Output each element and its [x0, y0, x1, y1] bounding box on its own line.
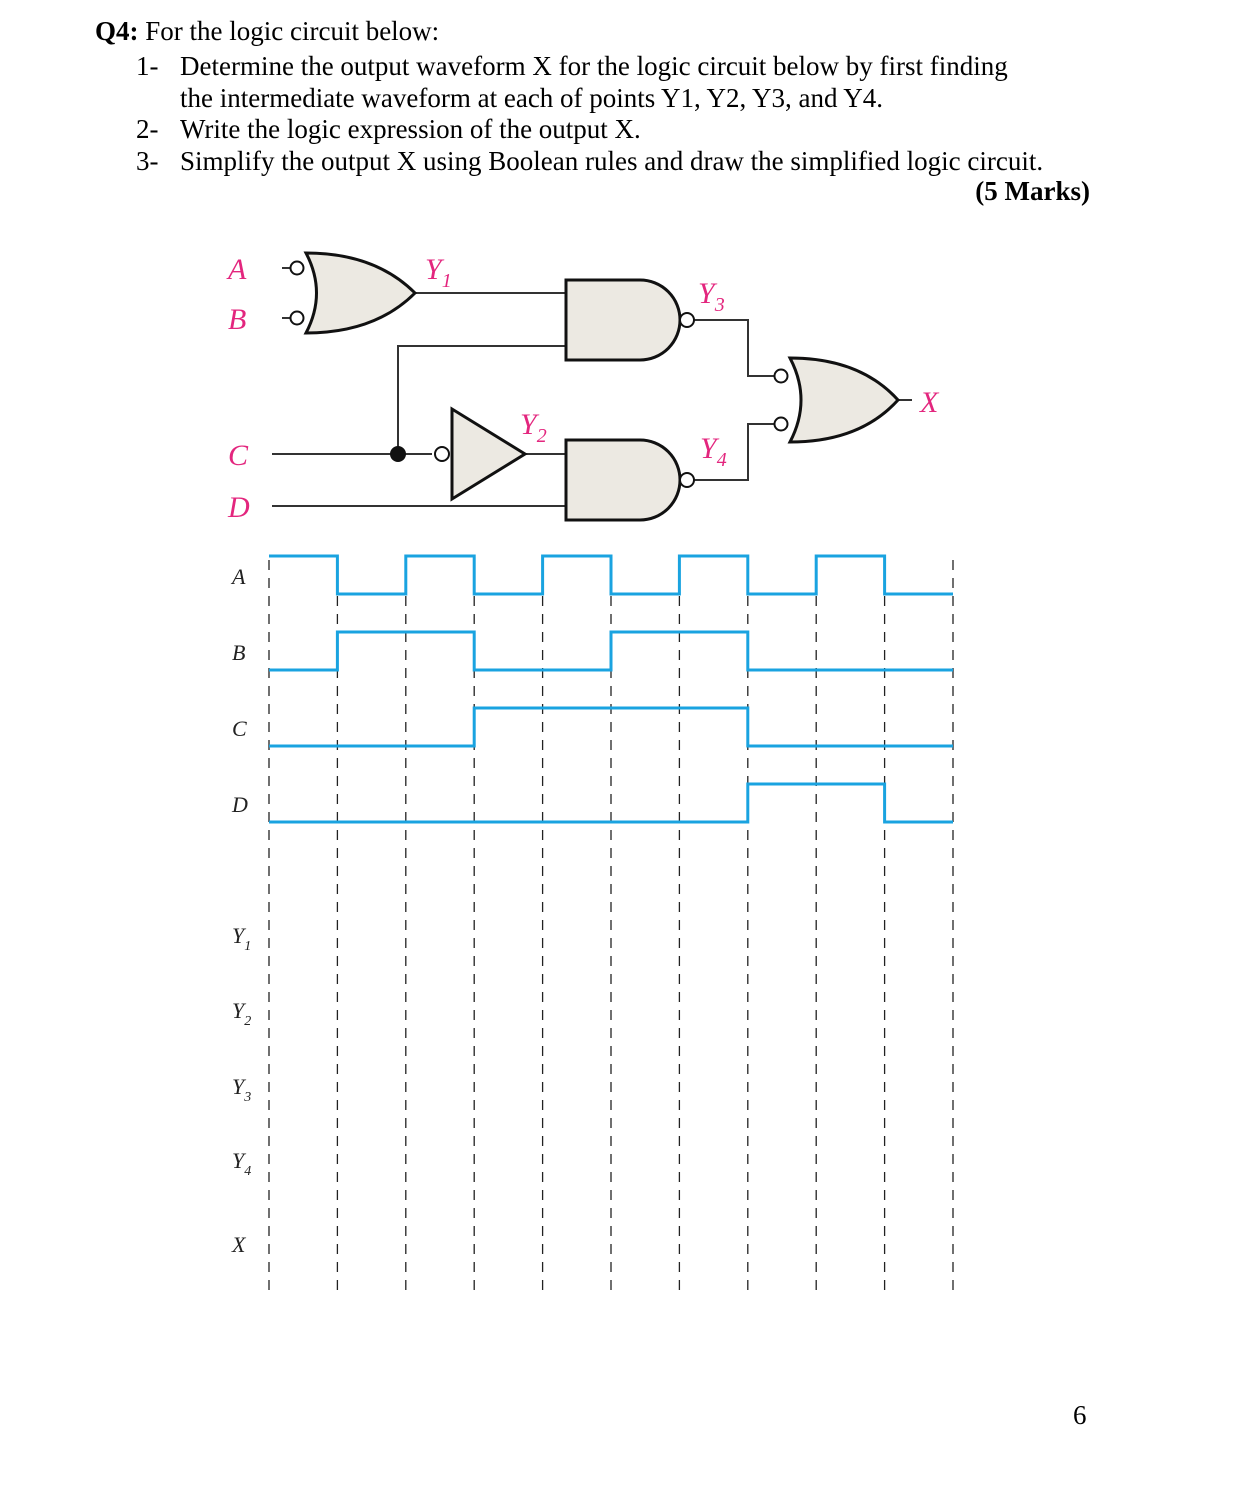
output-row-label-y2: $Y_2$	[232, 998, 252, 1029]
nand-gate-y4	[566, 440, 694, 520]
output-row-label-y1: $Y_1$	[232, 923, 252, 954]
item-number: 1-	[136, 51, 159, 81]
waveform-label-d: D	[232, 792, 248, 817]
waveform-b	[269, 632, 953, 670]
or-gate-y1	[291, 253, 416, 333]
item-line: Determine the output waveform X for the logic circuit below by first finding	[180, 51, 1008, 81]
page-number: 6	[1073, 1400, 1087, 1430]
output-row-label-y4: $Y_4$	[232, 1148, 252, 1179]
node-label-y1: $Y_1$	[425, 253, 452, 292]
node-label-y2: $Y_2$	[520, 408, 547, 447]
marks-label: (5 Marks)	[975, 176, 1090, 206]
input-label-d: D	[228, 491, 250, 524]
inverter-y2	[435, 409, 525, 499]
node-label-y3: $Y_3$	[698, 277, 725, 316]
nand-gate-y3	[566, 280, 694, 360]
or-gate-x	[775, 358, 899, 442]
junction-dot	[390, 446, 406, 462]
input-label-a: A	[228, 253, 247, 286]
question-title: For the logic circuit below:	[145, 16, 440, 46]
input-label-b: B	[228, 303, 247, 336]
waveform-a	[269, 556, 953, 594]
item-number: 2-	[136, 114, 159, 144]
waveform-label-a: A	[232, 564, 246, 589]
item-line: Simplify the output X using Boolean rules and draw the simplified logic circuit.	[180, 146, 1044, 176]
output-row-label-y3: $Y_3$	[232, 1074, 252, 1105]
output-label-x: X	[920, 386, 939, 419]
output-row-label-x: X	[232, 1232, 246, 1257]
item-line: Write the logic expression of the output X.	[180, 114, 641, 144]
waveform-label-b: B	[232, 640, 246, 665]
question-label: Q4:	[95, 16, 139, 46]
item-line: the intermediate waveform at each of points Y1, Y2, Y3, and Y4.	[180, 83, 884, 113]
waveform-label-c: C	[232, 716, 247, 741]
input-label-c: C	[228, 439, 249, 472]
node-label-y4: $Y_4$	[700, 432, 727, 471]
timing-row-labels	[230, 564, 251, 1257]
item-number: 3-	[136, 146, 159, 176]
